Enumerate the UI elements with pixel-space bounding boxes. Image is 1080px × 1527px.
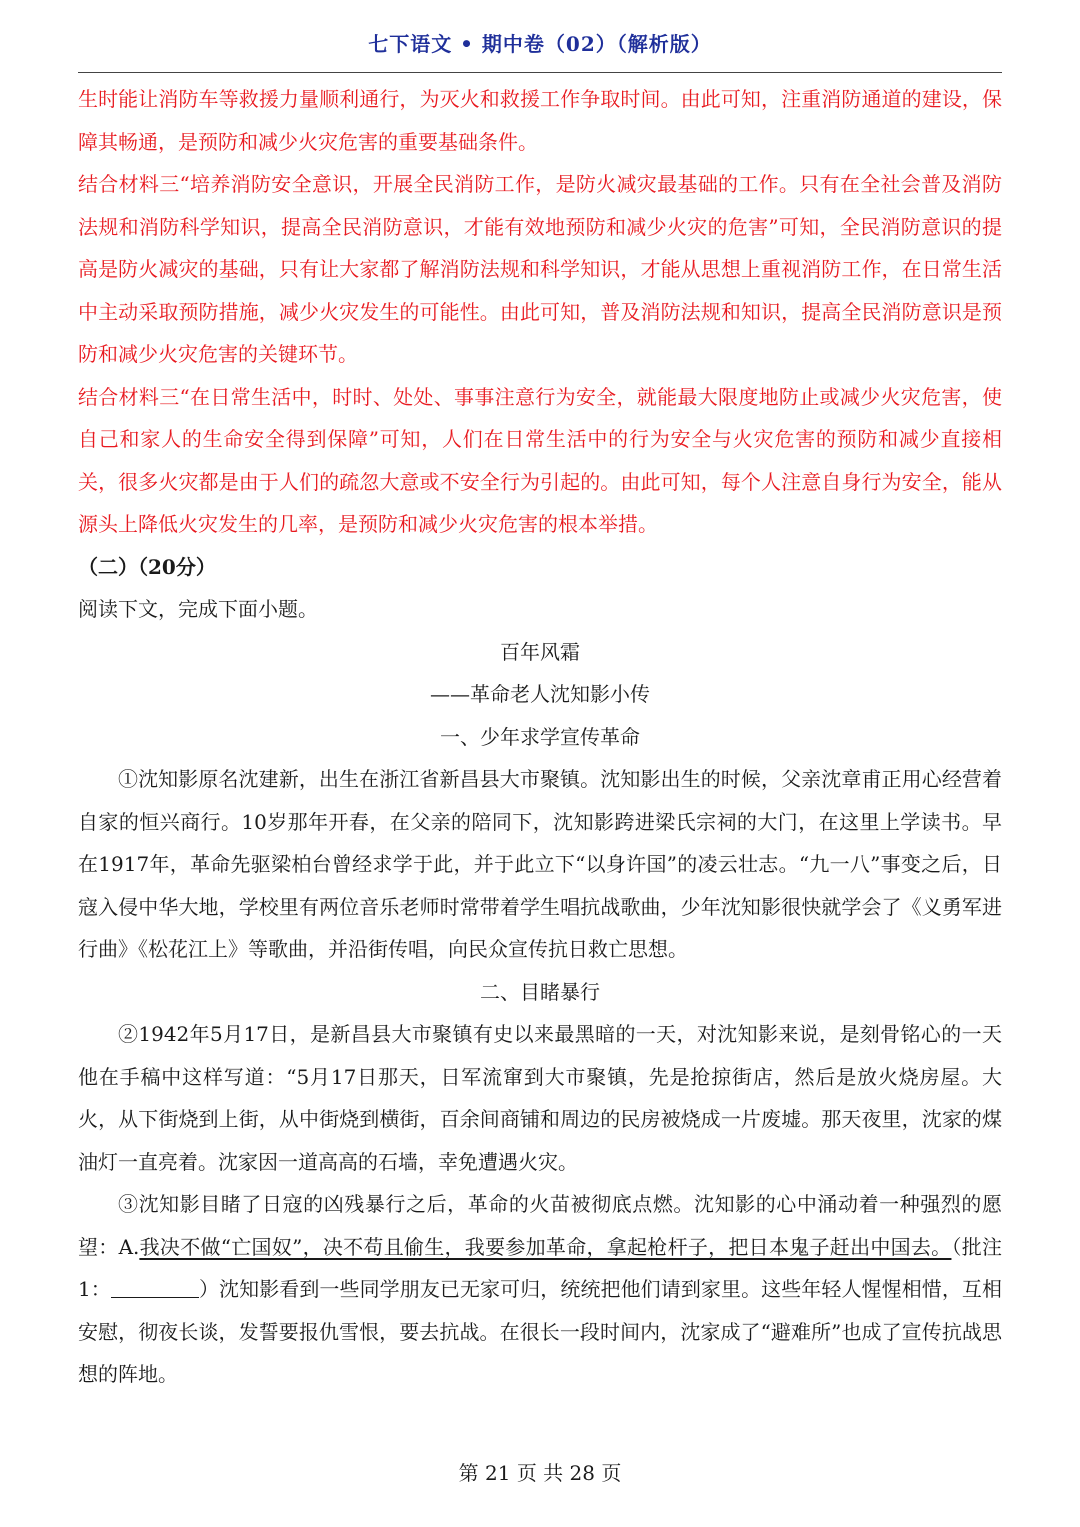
page-footer: 第 21 页 共 28 页: [458, 1461, 622, 1485]
annotation-blank[interactable]: [111, 1277, 199, 1298]
article-subtitle: ——革命老人沈知影小传: [430, 682, 650, 706]
page-content: [78, 78, 1002, 1396]
section-heading: （二）（20分）: [78, 554, 216, 579]
article-title: 百年风霜: [500, 639, 580, 664]
article-paragraph-2: ②1942年5月17日，是新昌县大市聚镇有史以来最黑暗的一天，对沈知影来说，是刻骨铭心的一天他在手稿中这样写道：“5月17日那天，日军流窜到大市聚镇，先是抢掠街店，然后是放火烧房屋。大火，从下街烧到上街，从中街烧到横街，百余间商铺和周边的民房被烧成一片废墟。那天夜里，沈家的煤油灯一直亮着。沈家因一道高高的石墙，幸免遭遇火灾。: [78, 1022, 1002, 1174]
sentence-a-marker: A.: [118, 1234, 140, 1259]
part2-title: 二、目睹暴行: [480, 979, 600, 1004]
paragraph-3-start: ③沈知影目睹了日寇的凶残暴行之后，革命的火苗被彻底点燃。沈知影的心中涌动着一种强烈的愿望：: [78, 1192, 1002, 1259]
annotation-label: （批注1：: [78, 1234, 1003, 1301]
page-header: [78, 28, 1002, 73]
paragraph-3-rest: 沈知影看到一些同学朋友已无家可归，统统把他们请到家里。这些年轻人惺惺相惜，互相安慰，彻夜长谈，发誓要报仇雪恨，要去抗战。在很长一段时间内，沈家成了“避难所”也成了宣传抗战思想的阵地。: [78, 1277, 1003, 1386]
header-title: 七下语文 • 期中卷（02）（解析版）: [368, 32, 712, 56]
analysis-paragraph-1: 生时能让消防车等救援力量顺利通行，为灭火和救援工作争取时间。由此可知，注重消防通道的建设，保障其畅通，是预防和减少火灾危害的重要基础条件。: [78, 87, 1002, 154]
section-instruction: 阅读下文，完成下面小题。: [78, 597, 318, 621]
underlined-sentence-a: 我决不做“亡国奴”，决不苟且偷生，我要参加革命，拿起枪杆子，把日本鬼子赶出中国去。: [139, 1234, 952, 1259]
part1-title: 一、少年求学宣传革命: [440, 724, 640, 749]
analysis-paragraph-2: 结合材料三“培养消防安全意识，开展全民消防工作，是防火减灾最基础的工作。只有在全社会普及消防法规和消防科学知识，提高全民消防意识，才能有效地预防和减少火灾的危害”可知，全民消防意识的提高是防火减灾的基础，只有让大家都了解消防法规和科学知识，才能从思想上重视消防工作，在日常生活中主动采取预防措施，减少火灾发生的可能性。由此可知，普及消防法规和知识，提高全民消防意识是预防和减少火灾危害的关键环节。: [78, 172, 1002, 366]
analysis-paragraph-3: 结合材料三“在日常生活中，时时、处处、事事注意行为安全，就能最大限度地防止或减少火灾危害，使自己和家人的生命安全得到保障”可知，人们在日常生活中的行为安全与火灾危害的预防和减少直接相关，很多火灾都是由于人们的疏忽大意或不安全行为引起的。由此可知，每个人注意自身行为安全，能从源头上降低火灾发生的几率，是预防和减少火灾危害的根本举措。: [78, 384, 1002, 536]
annotation-close: ）: [198, 1277, 220, 1301]
article-paragraph-1: ①沈知影原名沈建新，出生在浙江省新昌县大市聚镇。沈知影出生的时候，父亲沈章甫正用心经营着自家的恒兴商行。10岁那年开春，在父亲的陪同下，沈知影跨进梁氏宗祠的大门，在这里上学读书。早在1917年，革命先驱梁柏台曾经求学于此，并于此立下“以身许国”的凌云壮志。“九一八”事变之后，日寇入侵中华大地，学校里有两位音乐老师时常带着学生唱抗战歌曲，少年沈知影很快就学会了《义勇军进行曲》《松花江上》等歌曲，并沿街传唱，向民众宣传抗日救亡思想。: [78, 767, 1002, 961]
article-paragraph-3: [78, 1183, 1002, 1396]
